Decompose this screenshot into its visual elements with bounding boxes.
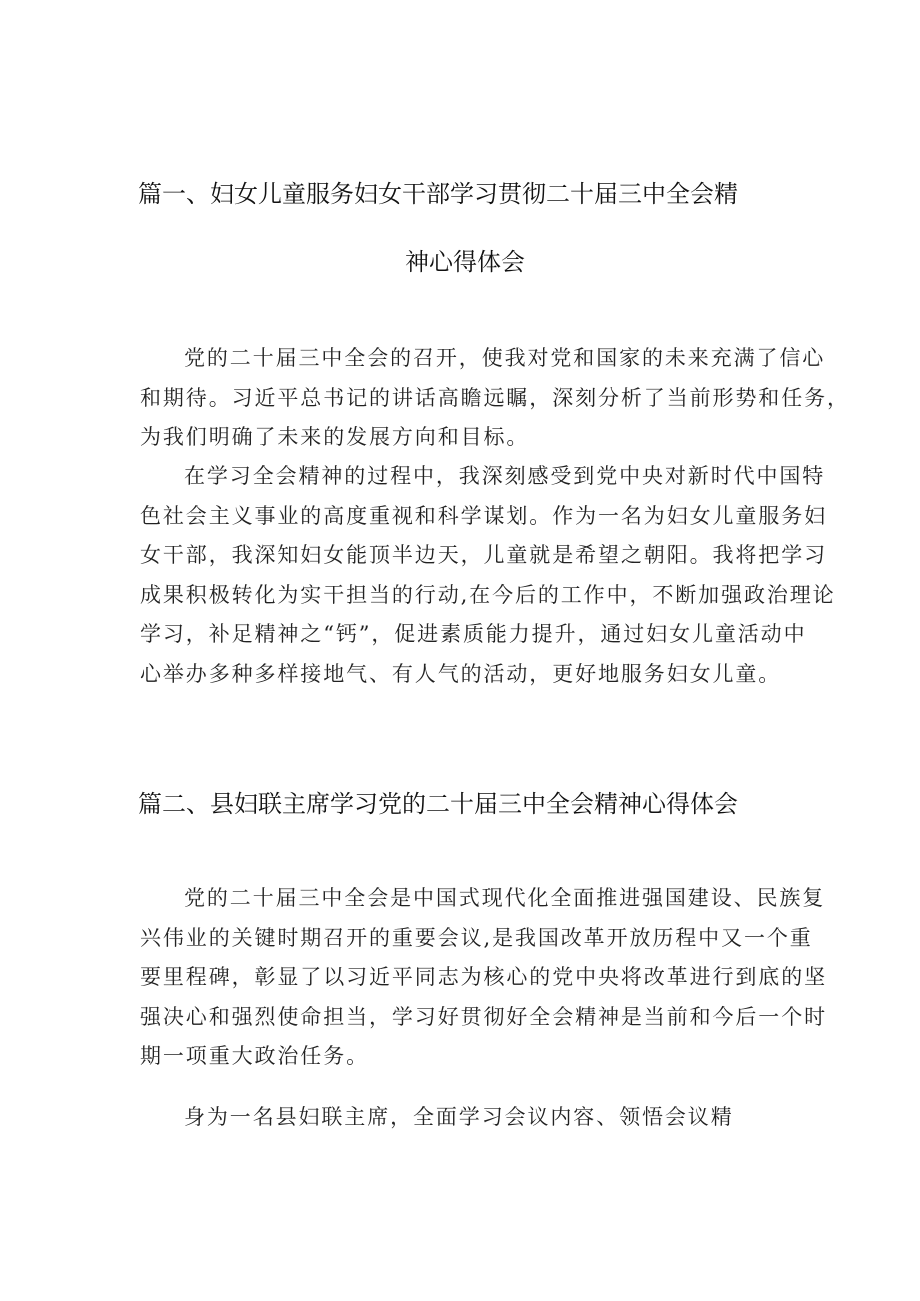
paragraph-line: 心举办多种多样接地气、有人气的活动，更好地服务妇女儿童。 xyxy=(140,661,782,686)
paragraph-line: 强决心和强烈使命担当，学习好贯彻好全会精神是当前和今后一个时 xyxy=(140,1004,827,1029)
paragraph-line: 为我们明确了未来的发展方向和目标。 xyxy=(140,425,530,449)
paragraph-line: 期一项重大政治任务。 xyxy=(140,1044,369,1068)
paragraph-line: 和期待。习近平总书记的讲话高瞻远瞩，深刻分析了当前形势和任务， xyxy=(140,385,850,410)
article1-title-line1: 篇一、妇女儿童服务妇女干部学习贯彻二十届三中全会精 xyxy=(138,180,738,208)
paragraph-line: 党的二十届三中全会的召开，使我对党和国家的未来充满了信心 xyxy=(184,346,826,370)
paragraph-line: 兴伟业的关键时期召开的重要会议,是我国改革开放历程中又一个重 xyxy=(140,925,813,950)
paragraph-line: 党的二十届三中全会是中国式现代化全面推进强国建设、民族复 xyxy=(184,886,826,910)
paragraph-line: 学习，补足精神之“钙”，促进素质能力提升，通过妇女儿童活动中 xyxy=(140,622,807,646)
paragraph-line: 要里程碑，彰显了以习近平同志为核心的党中央将改革进行到底的坚 xyxy=(140,965,827,989)
paragraph-line: 女干部，我深知妇女能顶半边天，儿童就是希望之朝阳。我将把学习 xyxy=(140,543,827,567)
article2-title: 篇二、县妇联主席学习党的二十届三中全会精神心得体会 xyxy=(138,790,738,818)
article1-paragraph-1 xyxy=(140,339,850,458)
paragraph-line: 在学习全会精神的过程中，我深刻感受到党中央对新时代中国特 xyxy=(184,464,826,488)
article2-paragraph-1 xyxy=(140,879,827,1077)
paragraph-line: 成果积极转化为实干担当的行动,在今后的工作中，不断加强政治理论 xyxy=(140,582,836,607)
article1-title-line2: 神心得体会 xyxy=(405,248,525,276)
article2-paragraph-2 xyxy=(140,1098,800,1138)
paragraph-line: 身为一名县妇联主席，全面学习会议内容、领悟会议精 xyxy=(184,1105,734,1129)
paragraph-line: 色社会主义事业的高度重视和科学谋划。作为一名为妇女儿童服务妇 xyxy=(140,503,827,528)
article1-paragraph-2 xyxy=(140,457,836,694)
